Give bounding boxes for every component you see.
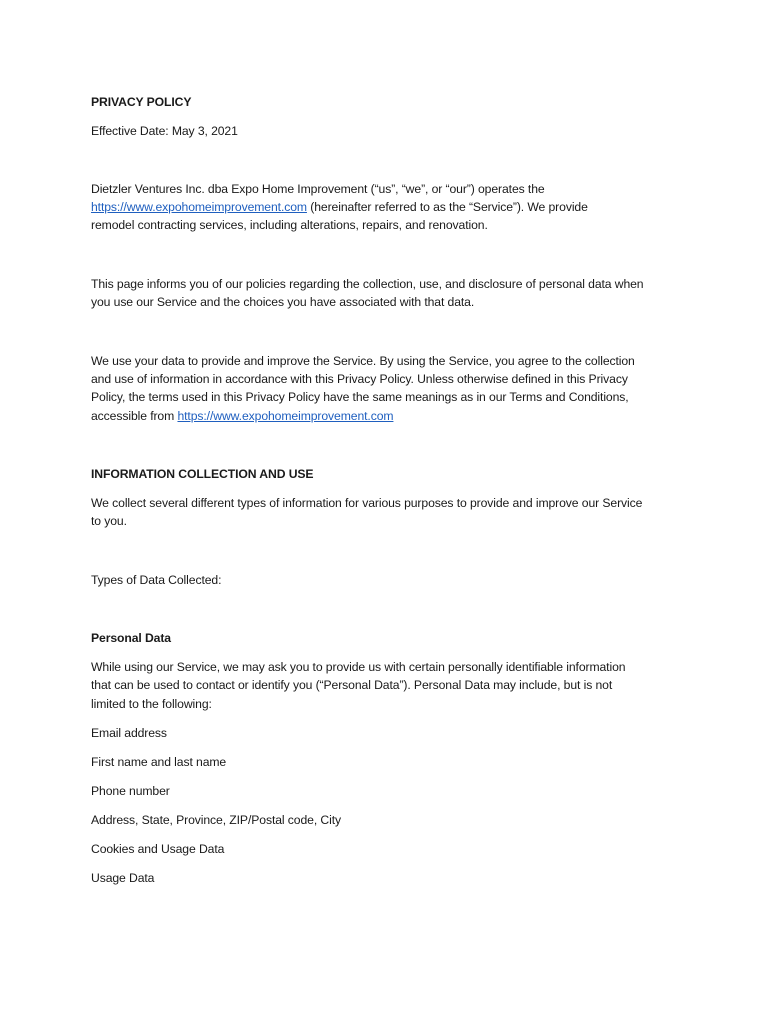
intro-line-3: remodel contracting services, including alterations, repairs, and renovation. bbox=[91, 218, 488, 232]
intro-line-2 bbox=[91, 198, 588, 216]
personal-line-2: that can be used to contact or identify you (“Personal Data”). Personal Data may include, but is not bbox=[91, 678, 613, 692]
info-collection-heading: INFORMATION COLLECTION AND USE bbox=[91, 467, 314, 481]
intro-line-2-rest: (hereinafter referred to as the “Service”). We provide bbox=[310, 200, 588, 214]
usage-line-4-prefix: accessible from bbox=[91, 409, 175, 423]
terms-website-link[interactable]: https://www.expohomeimprovement.com bbox=[177, 409, 394, 423]
policy-line-1: This page informs you of our policies regarding the collection, use, and disclosure of personal data when bbox=[91, 277, 644, 291]
personal-line-3: limited to the following: bbox=[91, 697, 212, 711]
usage-line-4 bbox=[91, 407, 393, 425]
data-item-usage: Usage Data bbox=[91, 871, 155, 885]
data-item-cookies: Cookies and Usage Data bbox=[91, 842, 225, 856]
data-item-name: First name and last name bbox=[91, 755, 227, 769]
personal-line-1: While using our Service, we may ask you to provide us with certain personally identifiable information bbox=[91, 660, 626, 674]
intro-line-1: Dietzler Ventures Inc. dba Expo Home Improvement (“us”, “we”, or “our”) operates the bbox=[91, 182, 545, 196]
effective-date: Effective Date: May 3, 2021 bbox=[91, 124, 238, 138]
data-item-email: Email address bbox=[91, 726, 167, 740]
info-line-1: We collect several different types of information for various purposes to provide and improve our Service bbox=[91, 496, 643, 510]
data-item-address: Address, State, Province, ZIP/Postal code, City bbox=[91, 813, 341, 827]
policy-line-2: you use our Service and the choices you have associated with that data. bbox=[91, 295, 475, 309]
usage-line-1: We use your data to provide and improve the Service. By using the Service, you agree to the collection bbox=[91, 354, 635, 368]
personal-data-heading: Personal Data bbox=[91, 631, 171, 645]
website-link[interactable]: https://www.expohomeimprovement.com bbox=[91, 200, 307, 214]
usage-line-2: and use of information in accordance with this Privacy Policy. Unless otherwise defined in this Privacy bbox=[91, 372, 628, 386]
info-line-2: to you. bbox=[91, 514, 127, 528]
page-title: PRIVACY POLICY bbox=[91, 95, 192, 109]
usage-line-3: Policy, the terms used in this Privacy Policy have the same meanings as in our Terms and Conditions, bbox=[91, 390, 629, 404]
types-heading: Types of Data Collected: bbox=[91, 573, 222, 587]
data-item-phone: Phone number bbox=[91, 784, 170, 798]
